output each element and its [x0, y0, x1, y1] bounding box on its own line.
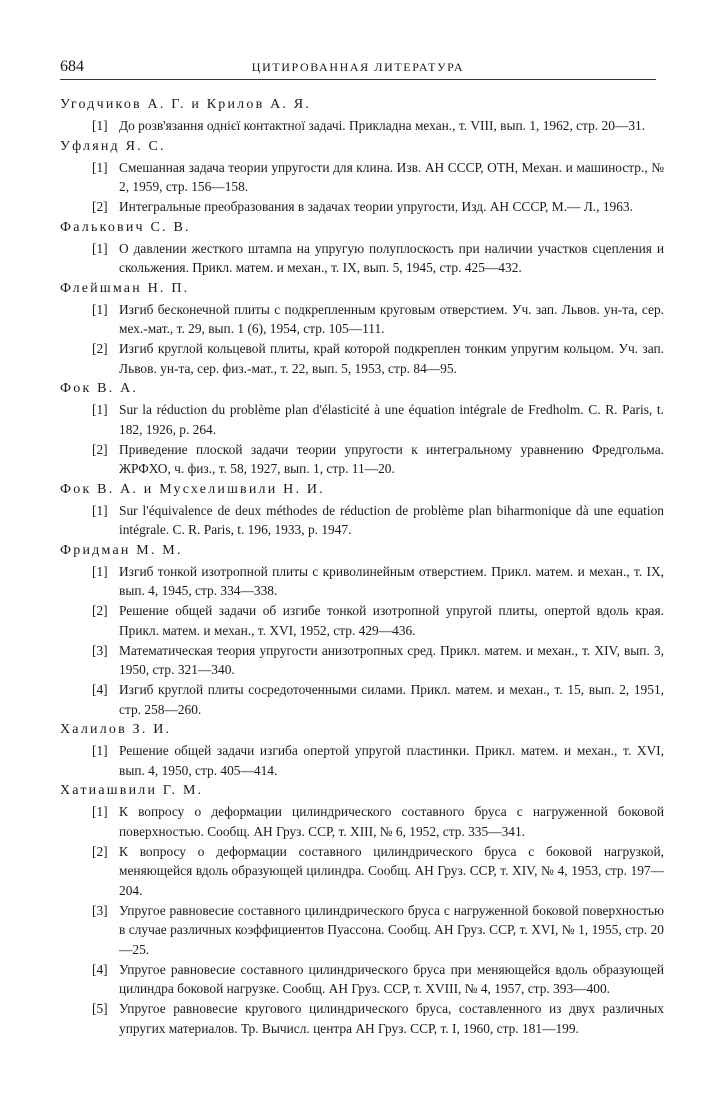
author-name: Хатиашвили Г. М.	[60, 783, 204, 798]
reference-entry	[60, 158, 664, 197]
reference-text: О давлении жесткого штампа на упругую полуплоскость при наличии участков сцепления и скольжения. Прикл. матем. и механ., т. IX, вып. 5, 1945, стр. 425—432.	[119, 240, 664, 275]
reference-text: Смешанная задача теории упругости для клина. Изв. АН СССР, ОТН, Механ. и машиностр., № 2, 1959, стр. 156—158.	[119, 159, 664, 194]
reference-text: Решение общей задачи изгиба опертой упругой пластинки. Прикл. матем. и механ., т. XVI, вып. 4, 1950, стр. 405—414.	[119, 743, 664, 778]
reference-text: К вопросу о деформации цилиндрического составного бруса с нагруженной боковой поверхностью. Сообщ. АН Груз. ССР, т. XIII, № 6, 1952, стр. 335—341.	[119, 804, 664, 839]
reference-number: [1]	[92, 743, 108, 758]
reference-entry	[60, 960, 664, 999]
author-block	[60, 720, 664, 780]
author-block	[60, 480, 664, 540]
reference-entry	[60, 999, 664, 1038]
reference-entry	[60, 680, 664, 719]
author-block	[60, 137, 664, 217]
reference-entry	[60, 641, 664, 680]
page-number: 684	[60, 58, 84, 75]
reference-entry	[60, 741, 664, 780]
reference-number: [4]	[92, 961, 108, 977]
reference-text: К вопросу о деформации составного цилиндрического бруса с боковой нагрузкой, меняющейся вдоль образующей цилиндра. Сообщ. АН Груз. ССР, т. XIV, № 4, 1953, стр. 197—204.	[119, 843, 664, 898]
reference-number: [2]	[92, 843, 108, 859]
reference-text: До розв'язання однієї контактної задачі. Прикладна механ., т. VIII, вып. 1, 1962, стр. 20—31.	[119, 118, 646, 133]
reference-text: Sur la réduction du problème plan d'élasticité à une équation intégrale de Fredholm. C. R. Paris, t. 182, 1926, p. 264.	[119, 402, 664, 437]
reference-number: [3]	[92, 902, 108, 918]
author-name: Фалькович С. В.	[60, 219, 191, 235]
reference-entry	[60, 239, 664, 278]
reference-entry	[60, 562, 664, 601]
reference-text: Приведение плоской задачи теории упругости к интегральному уравнению Фредгольма. ЖРФХО, ч. физ., т. 58, 1927, вып. 1, стр. 11—20.	[119, 441, 664, 476]
reference-entry	[60, 116, 664, 136]
reference-text: Изгиб тонкой изотропной плиты с криволинейным отверстием. Прикл. матем. и механ., т. IX, вып. 4, 1945, стр. 334—338.	[119, 563, 664, 598]
reference-number: [1]	[92, 563, 108, 579]
reference-text: Изгиб круглой кольцевой плиты, край которой подкреплен тонким упругим кольцом. Уч. зап. Львов. ун-та, сер. физ.-мат., т. 22, вып. 5, 1953, стр. 84—95.	[119, 341, 664, 376]
reference-number: [2]	[92, 603, 108, 618]
author-block	[60, 781, 664, 1038]
header-rule	[60, 79, 656, 80]
author-name: Уфлянд Я. С.	[60, 138, 166, 154]
reference-number: [1]	[92, 118, 108, 133]
author-name: Угодчиков А. Г. и Крилов А. Я.	[60, 97, 312, 112]
author-name: Фок В. А. и Мусхелишвили Н. И.	[60, 481, 325, 497]
reference-text: Sur l'équivalence de deux méthodes de réduction de problème plan biharmonique dà une equation intégrale. C. R. Paris, t. 196, 1933, p. 1947.	[119, 502, 664, 537]
author-block	[60, 541, 664, 720]
author-name: Фридман М. М.	[60, 542, 183, 558]
reference-entry	[60, 300, 664, 339]
reference-entry	[60, 197, 664, 217]
author-block	[60, 279, 664, 379]
author-block	[60, 218, 664, 278]
reference-number: [2]	[92, 441, 108, 457]
reference-text: Математическая теория упругости анизотропных сред. Прикл. матем. и механ., т. XIV, вып. 3, 1950, стр. 321—340.	[119, 642, 664, 677]
author-block	[60, 379, 664, 479]
reference-number: [1]	[92, 240, 108, 256]
reference-number: [1]	[92, 804, 108, 819]
reference-number: [1]	[92, 301, 108, 317]
reference-entry	[60, 440, 664, 479]
reference-entry	[60, 901, 664, 960]
reference-entry	[60, 400, 664, 439]
reference-number: [1]	[92, 402, 108, 417]
reference-number: [2]	[92, 341, 108, 356]
author-name: Фок В. А.	[60, 381, 139, 396]
running-title: ЦИТИРОВАННАЯ ЛИТЕРАТУРА	[251, 60, 465, 74]
reference-text: Интегральные преобразования в задачах теории упругости, Изд. АН СССР, М.— Л., 1963.	[119, 199, 633, 214]
reference-entry	[60, 501, 664, 540]
reference-text: Упругое равновесие составного цилиндрического бруса с нагруженной боковой поверхностью в случае различных коэффициентов Пуассона. Сообщ. АН Груз. ССР, т. XVI, № 1, 1955, стр. 20—25.	[119, 902, 664, 957]
reference-number: [5]	[92, 1001, 108, 1016]
reference-entry	[60, 842, 664, 901]
bibliography-list	[60, 94, 664, 1039]
reference-number: [4]	[92, 682, 108, 697]
author-name: Халилов З. И.	[60, 722, 172, 737]
reference-text: Упругое равновесие составного цилиндрического бруса при меняющейся вдоль образующей цилиндра боковой нагрузке. Сообщ. АН Груз. ССР, т. XVIII, № 4, 1957, стр. 393—400.	[119, 961, 664, 996]
page-header	[60, 58, 656, 80]
reference-text: Изгиб круглой плиты сосредоточенными силами. Прикл. матем. и механ., т. 15, вып. 2, 1951, стр. 258—260.	[119, 682, 664, 717]
reference-number: [3]	[92, 642, 108, 658]
reference-text: Упругое равновесие кругового цилиндрического бруса, составленного из двух различных упругих материалов. Тр. Вычисл. центра АН Груз. ССР, т. I, 1960, стр. 181—199.	[119, 1001, 664, 1036]
reference-entry	[60, 802, 664, 841]
reference-entry	[60, 339, 664, 378]
author-block	[60, 95, 664, 136]
reference-entry	[60, 601, 664, 640]
reference-number: [1]	[92, 159, 108, 175]
reference-text: Изгиб бесконечной плиты с подкрепленным круговым отверстием. Уч. зап. Львов. ун-та, сер. мех.-мат., т. 29, вып. 1 (6), 1954, стр. 105—111.	[119, 301, 664, 336]
reference-text: Решение общей задачи об изгибе тонкой изотропной упругой плиты, опертой вдоль края. Прикл. матем. и механ., т. XVI, 1952, стр. 429—436.	[119, 603, 664, 638]
author-name: Флейшман Н. П.	[60, 280, 190, 296]
reference-number: [2]	[92, 199, 108, 214]
reference-number: [1]	[92, 502, 108, 518]
